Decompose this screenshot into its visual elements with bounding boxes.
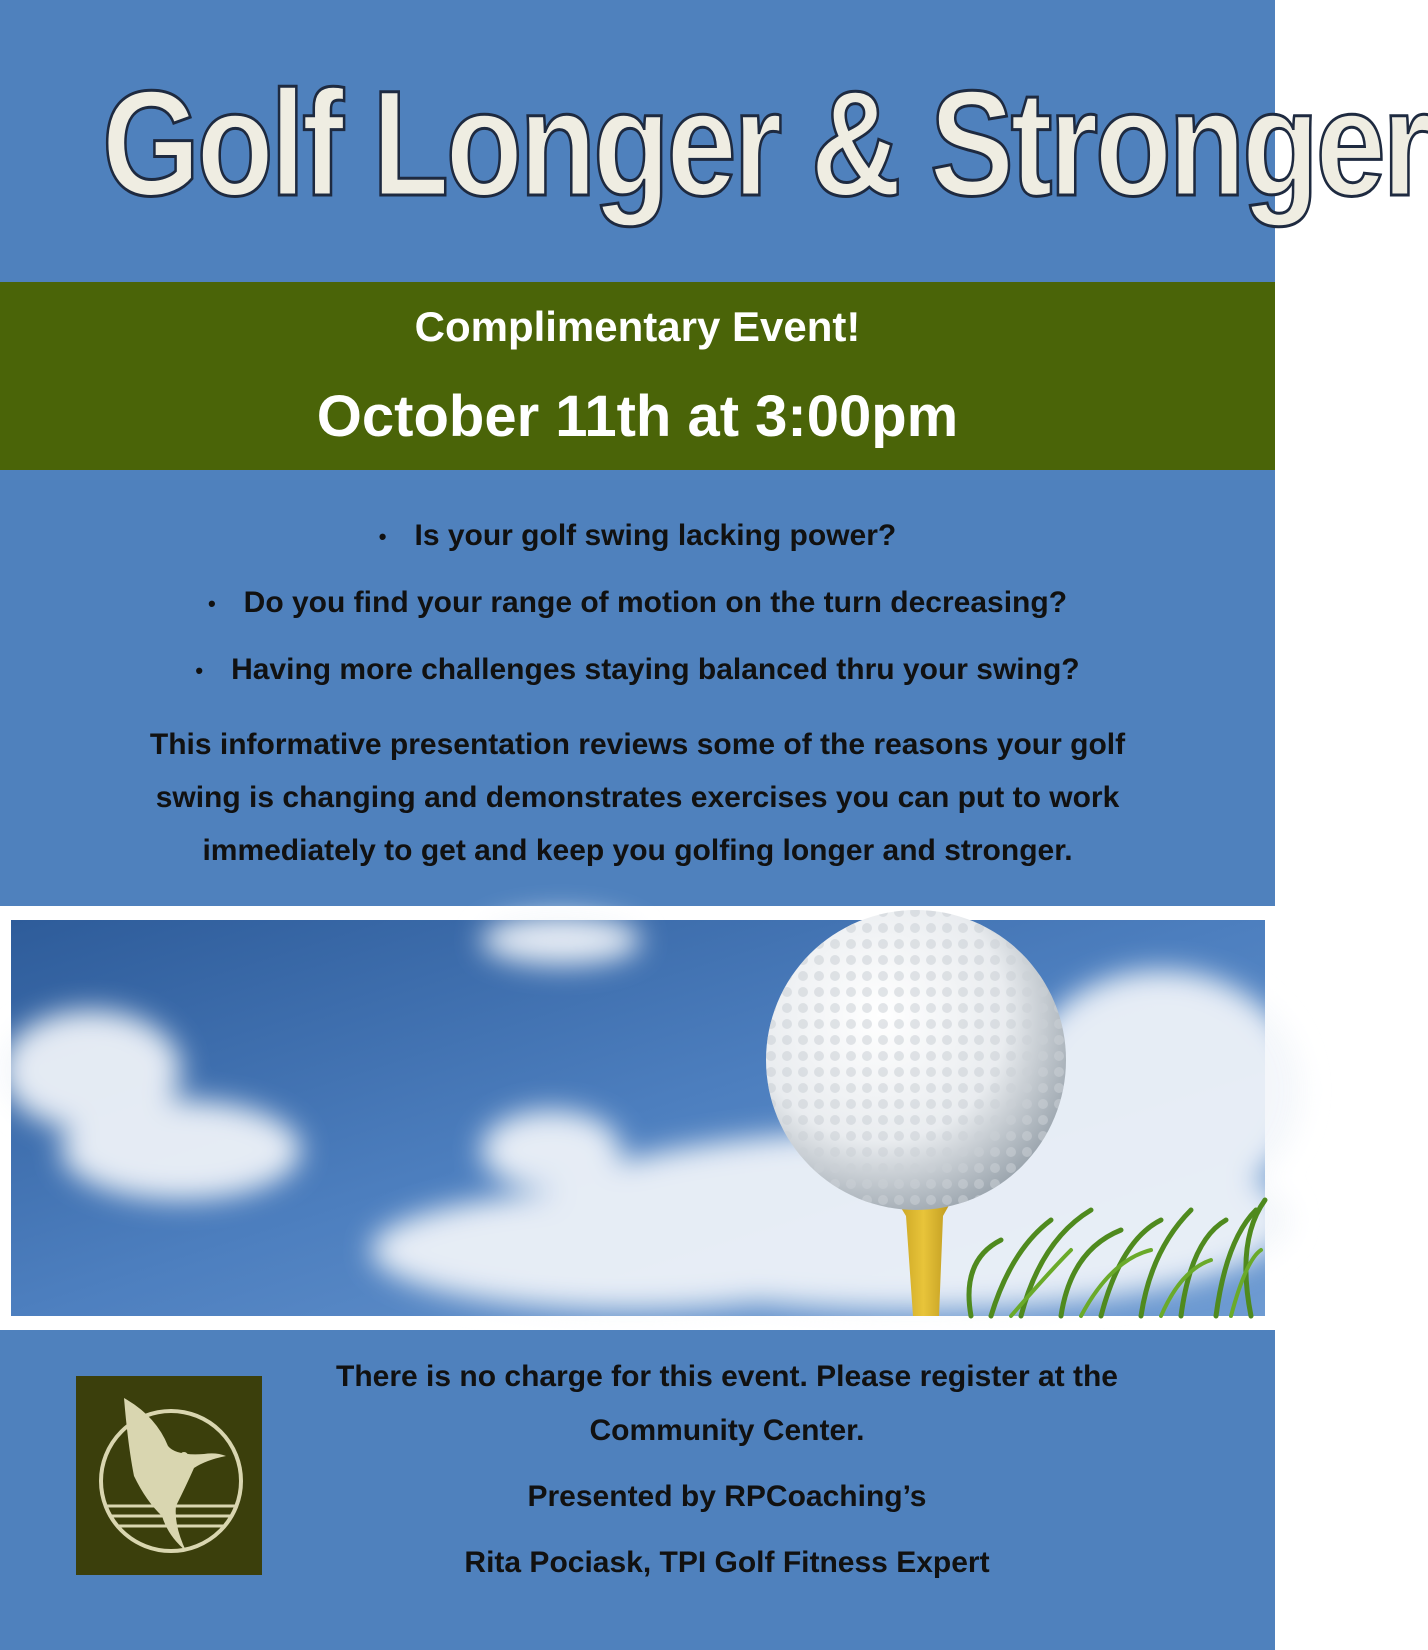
- title-band: [0, 0, 1428, 282]
- golf-ball-photo: [11, 920, 1265, 1316]
- bullet-icon: •: [195, 657, 204, 683]
- question-list: [0, 518, 1275, 719]
- question-text: Is your golf swing lacking power?: [414, 519, 897, 552]
- question-item: [0, 585, 1275, 652]
- event-band: [0, 282, 1275, 470]
- complimentary-label: Complimentary Event!: [414, 303, 861, 350]
- flyer-title: Golf Longer & Stronger: [102, 59, 1428, 227]
- bullet-icon: •: [378, 523, 387, 549]
- event-date: October 11th at 3:00pm: [316, 384, 959, 449]
- registration-line: Community Center.: [589, 1414, 865, 1447]
- presented-by: Presented by RPCoaching’s: [527, 1480, 927, 1513]
- question-text: Having more challenges staying balanced thru your swing?: [231, 653, 1080, 686]
- question-text: Do you find your range of motion on the turn decreasing?: [243, 586, 1068, 619]
- footer-band: [0, 1330, 1275, 1650]
- registration-line: There is no charge for this event. Please register at the: [336, 1360, 1118, 1393]
- presenter-name: Rita Pociask, TPI Golf Fitness Expert: [464, 1546, 990, 1579]
- info-band: [0, 470, 1275, 906]
- pelican-logo-icon: [76, 1376, 262, 1575]
- photo-frame: [0, 906, 1275, 1330]
- question-item: [0, 652, 1275, 719]
- description-line: This informative presentation reviews some of the reasons your golf: [149, 728, 1126, 761]
- description-line: swing is changing and demonstrates exercises you can put to work: [155, 781, 1120, 814]
- bullet-icon: •: [207, 590, 216, 616]
- event-description: [90, 718, 1185, 877]
- question-item: [0, 518, 1275, 585]
- description-line: immediately to get and keep you golfing longer and stronger.: [202, 834, 1073, 867]
- registration-info: [282, 1350, 1172, 1590]
